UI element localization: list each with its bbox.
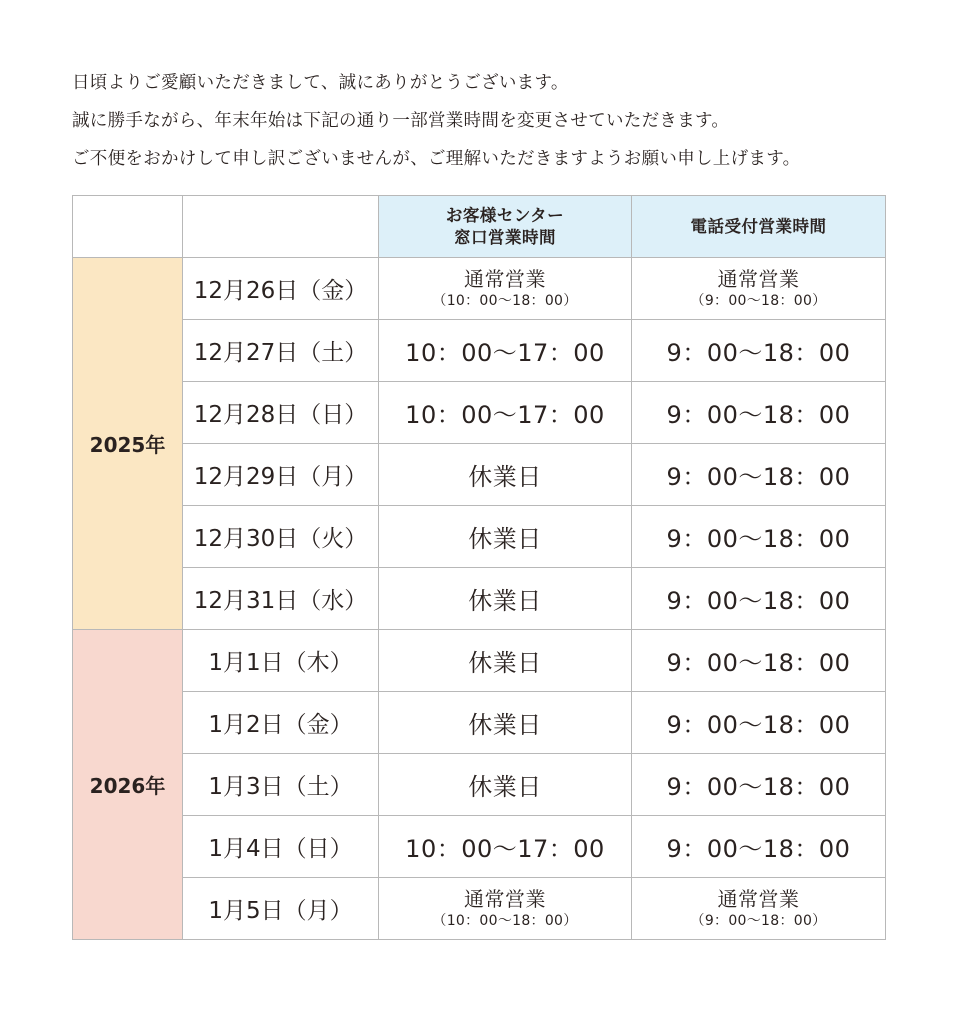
- header-blank-date: [183, 196, 379, 258]
- holiday-hours-table: [72, 195, 886, 940]
- date-cell: 1月3日（土）: [183, 754, 379, 816]
- date-cell: 12月28日（日）: [183, 382, 379, 444]
- phone-hours-cell: 9：00〜18：00: [632, 630, 886, 692]
- table-row: [73, 692, 886, 754]
- table-row: [73, 382, 886, 444]
- center-hours-cell: 10：00〜17：00: [379, 816, 632, 878]
- center-hours-sub: （10：00〜18：00）: [432, 913, 578, 929]
- table-row: [73, 754, 886, 816]
- table-row: [73, 630, 886, 692]
- phone-hours-value: 通常営業: [717, 887, 800, 911]
- phone-hours-cell: 9：00〜18：00: [632, 320, 886, 382]
- center-hours-cell: 休業日: [379, 568, 632, 630]
- header-phone-hours: 電話受付営業時間: [632, 196, 886, 258]
- header-center-line-2: 窓口営業時間: [454, 227, 556, 247]
- table-header-row: [73, 196, 886, 258]
- table-row: [73, 506, 886, 568]
- date-cell: 1月4日（日）: [183, 816, 379, 878]
- header-blank-year: [73, 196, 183, 258]
- table-row: [73, 320, 886, 382]
- table-row: [73, 568, 886, 630]
- center-hours-value: 通常営業: [464, 887, 546, 911]
- phone-hours-cell: [632, 258, 886, 320]
- intro-line-3: ご不便をおかけして申し訳ございませんが、ご理解いただきますようお願い申し上げます。: [72, 149, 801, 169]
- phone-hours-cell: 9：00〜18：00: [632, 816, 886, 878]
- center-hours-cell: 10：00〜17：00: [379, 382, 632, 444]
- phone-hours-cell: 9：00〜18：00: [632, 754, 886, 816]
- center-hours-sub: （10：00〜18：00）: [432, 293, 578, 309]
- center-hours-value: 通常営業: [464, 267, 546, 291]
- table-row: [73, 878, 886, 940]
- phone-hours-cell: 9：00〜18：00: [632, 568, 886, 630]
- year-cell-2026: 2026年: [73, 630, 183, 940]
- center-hours-cell: 休業日: [379, 506, 632, 568]
- center-hours-cell: [379, 878, 632, 940]
- table-row: [73, 444, 886, 506]
- intro-text: [72, 68, 932, 182]
- phone-hours-cell: 9：00〜18：00: [632, 382, 886, 444]
- center-hours-cell: 休業日: [379, 692, 632, 754]
- intro-line-2: 誠に勝手ながら、年末年始は下記の通り一部営業時間を変更させていただきます。: [72, 111, 730, 131]
- intro-line-1: 日頃よりご愛顧いただきまして、誠にありがとうございます。: [72, 73, 569, 93]
- year-cell-2025: 2025年: [73, 258, 183, 630]
- date-cell: 12月26日（金）: [183, 258, 379, 320]
- phone-hours-cell: 9：00〜18：00: [632, 692, 886, 754]
- phone-hours-value: 通常営業: [717, 267, 800, 291]
- phone-hours-sub: （9：00〜18：00）: [690, 293, 827, 309]
- date-cell: 12月31日（水）: [183, 568, 379, 630]
- table-row: [73, 816, 886, 878]
- center-hours-cell: [379, 258, 632, 320]
- phone-hours-cell: 9：00〜18：00: [632, 444, 886, 506]
- center-hours-cell: 休業日: [379, 754, 632, 816]
- phone-hours-sub: （9：00〜18：00）: [690, 913, 827, 929]
- center-hours-cell: 休業日: [379, 630, 632, 692]
- phone-hours-cell: [632, 878, 886, 940]
- table-row: [73, 258, 886, 320]
- header-center-line-1: お客様センター: [445, 205, 565, 225]
- date-cell: 12月27日（土）: [183, 320, 379, 382]
- center-hours-cell: 10：00〜17：00: [379, 320, 632, 382]
- date-cell: 1月5日（月）: [183, 878, 379, 940]
- date-cell: 12月30日（火）: [183, 506, 379, 568]
- date-cell: 12月29日（月）: [183, 444, 379, 506]
- date-cell: 1月1日（木）: [183, 630, 379, 692]
- date-cell: 1月2日（金）: [183, 692, 379, 754]
- center-hours-cell: 休業日: [379, 444, 632, 506]
- header-center-hours: [379, 196, 632, 258]
- phone-hours-cell: 9：00〜18：00: [632, 506, 886, 568]
